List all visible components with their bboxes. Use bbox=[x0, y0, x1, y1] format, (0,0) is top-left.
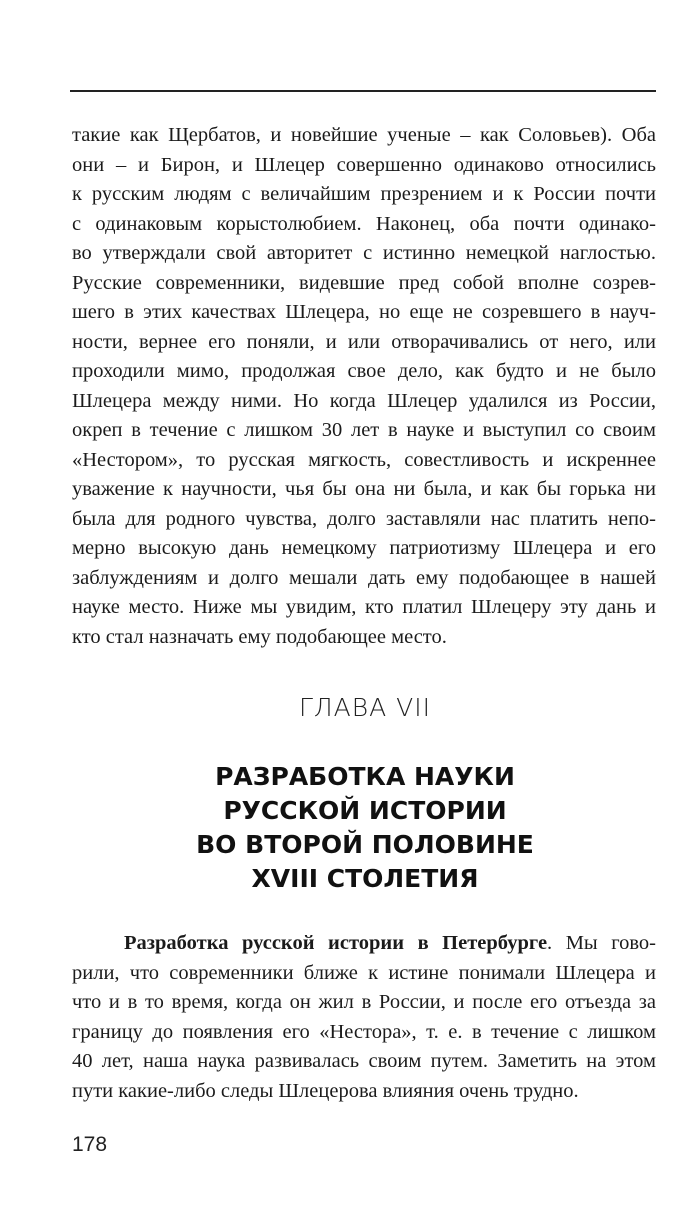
text-line: такие как Щербатов, и новейшие ученые – как Соловьев). Оба bbox=[72, 124, 656, 146]
text-line: окреп в течение с лишком 30 лет в науке и выступил со своим bbox=[72, 419, 656, 441]
text-line: кто стал назначать ему подобающее место. bbox=[72, 625, 447, 648]
text-line: мерно высокую дань немецкому патриотизму Шлецера и его bbox=[72, 537, 656, 559]
top-rule bbox=[70, 90, 656, 92]
section-heading: Разработка русской истории в Петербурге bbox=[124, 932, 548, 954]
text-line: 40 лет, наша наука развивалась своим путем. Заметить на этом bbox=[72, 1050, 656, 1072]
paragraph-continuation bbox=[72, 121, 656, 652]
text-line: науке место. Ниже мы увидим, кто платил Шлецеру эту дань и bbox=[72, 596, 656, 618]
text-line: границу до появления его «Нестора», т. е. в течение с лишком bbox=[72, 1020, 656, 1043]
text-run: . Мы гово- bbox=[547, 932, 656, 954]
chapter-title bbox=[70, 760, 660, 896]
text-line: заблуждениям и долго мешали дать ему подобающее в нашей bbox=[72, 566, 656, 589]
text-line: «Нестором», то русская мягкость, совестливость и искреннее bbox=[72, 448, 656, 471]
page-number: 178 bbox=[72, 1133, 108, 1156]
text-line: была для родного чувства, долго заставляли нас платить непо- bbox=[72, 507, 656, 530]
chapter-label: ГЛАВА VII bbox=[298, 693, 432, 722]
chapter-title-line: РАЗРАБОТКА НАУКИ bbox=[215, 762, 515, 791]
chapter-title-line: XVIII СТОЛЕТИЯ bbox=[251, 864, 479, 893]
text-line bbox=[72, 929, 656, 959]
text-line: что и в то время, когда он жил в России, и после его отъезда за bbox=[72, 991, 656, 1013]
text-line: Русские современники, видевшие пред собой вполне созрев- bbox=[72, 271, 656, 294]
text-line: во утверждали свой авторитет с истинно немецкой наглостью. bbox=[72, 242, 656, 264]
text-line: уважение к научности, чья бы она ни была, и как бы горька ни bbox=[72, 478, 656, 500]
chapter-title-line: ВО ВТОРОЙ ПОЛОВИНЕ bbox=[196, 830, 534, 859]
text-line: ности, вернее его поняли, и или отворачивались от него, или bbox=[72, 330, 656, 353]
text-line: они – и Бирон, и Шлецер совершенно одинаково относились bbox=[72, 153, 656, 176]
section-paragraph bbox=[72, 929, 656, 1106]
text-line: пути какие-либо следы Шлецерова влияния очень трудно. bbox=[72, 1079, 579, 1102]
text-line: с одинаковым корыстолюбием. Наконец, оба почти одинако- bbox=[72, 212, 656, 235]
text-line: проходили мимо, продолжая свое дело, как будто и не было bbox=[72, 360, 656, 382]
text-line: к русским людям с величайшим презрением и к России почти bbox=[72, 183, 656, 205]
text-line: шего в этих качествах Шлецера, но еще не созревшего в науч- bbox=[72, 301, 656, 323]
text-line: Шлецера между ними. Но когда Шлецер удалился из России, bbox=[72, 389, 656, 412]
chapter-title-line: РУССКОЙ ИСТОРИИ bbox=[223, 796, 507, 825]
text-line: рили, что современники ближе к истине понимали Шлецера и bbox=[72, 961, 656, 984]
